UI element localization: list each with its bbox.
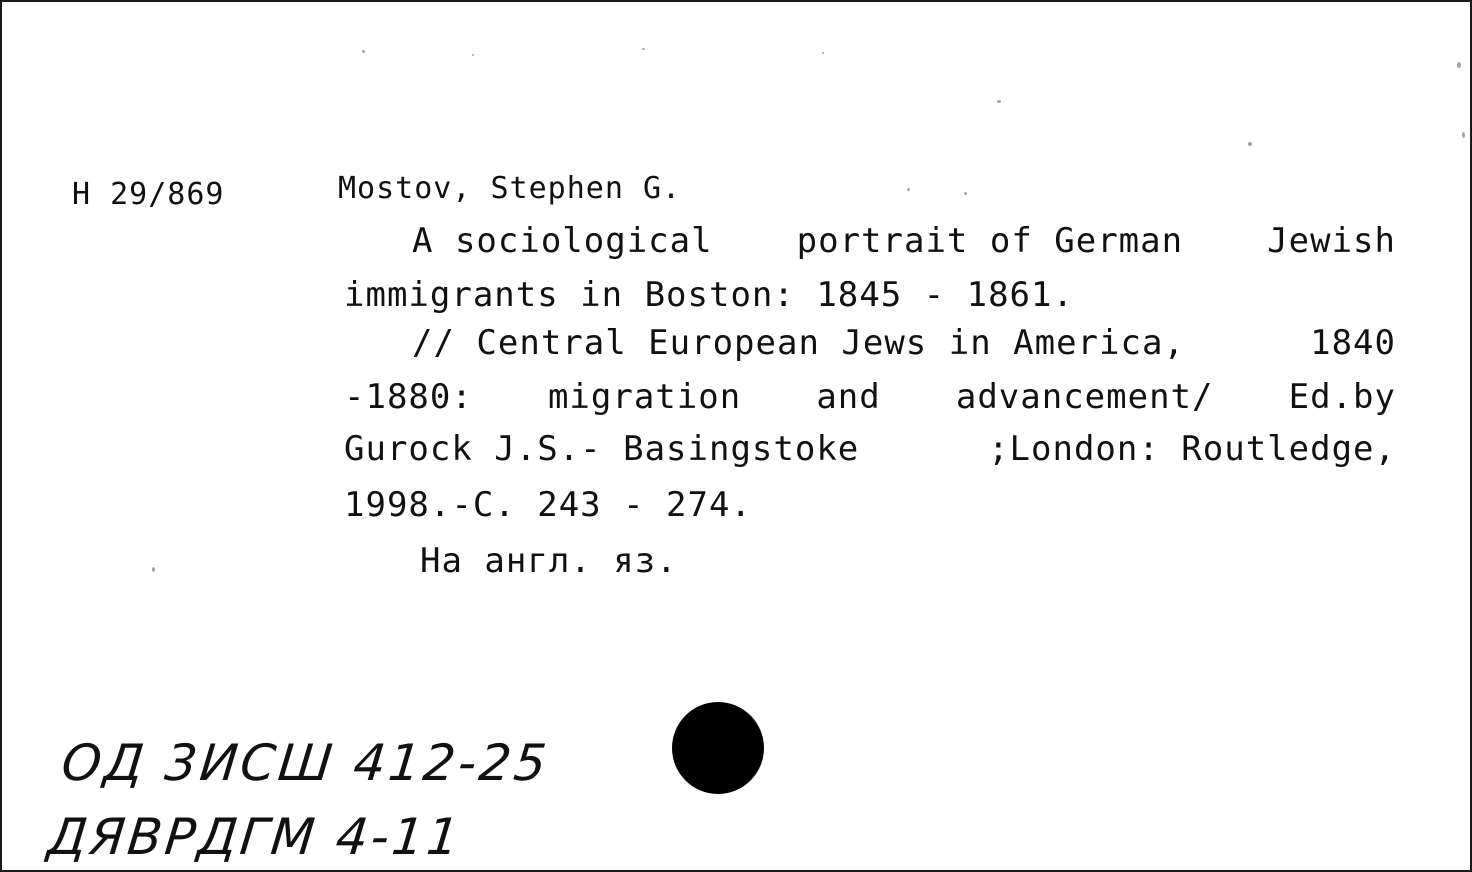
handwritten-mark-2: ДЯВРДГМ 4-11 xyxy=(44,808,465,866)
scan-speck xyxy=(152,567,155,572)
scan-speck xyxy=(822,52,824,54)
source-segment: advancement/ xyxy=(955,377,1214,417)
title-line-1 xyxy=(412,221,1396,261)
source-line-3 xyxy=(344,429,1396,469)
language-note: На англ. яз. xyxy=(420,541,678,581)
source-segment: 1840 xyxy=(1310,323,1396,363)
source-line-1 xyxy=(412,323,1396,363)
handwritten-mark-1: ОД 3ИСШ 412-25 xyxy=(58,734,552,792)
source-segment: Gurock J.S.- Basingstoke xyxy=(344,429,860,469)
source-line-4: 1998.-C. 243 - 274. xyxy=(344,485,752,525)
scan-speck xyxy=(1248,142,1252,146)
title-line-2: immigrants in Boston: 1845 - 1861. xyxy=(344,275,1074,315)
scan-speck xyxy=(1457,62,1461,68)
source-line-2 xyxy=(344,377,1396,417)
source-segment: -1880: xyxy=(344,377,473,417)
source-segment: migration xyxy=(547,377,742,417)
title-segment: A sociological xyxy=(412,221,713,261)
scan-speck xyxy=(642,48,645,50)
scan-speck xyxy=(997,100,1001,103)
title-segment: Jewish xyxy=(1267,221,1396,261)
source-segment: Ed.by xyxy=(1288,377,1396,417)
scan-speck xyxy=(1462,132,1465,138)
punch-hole xyxy=(672,702,764,794)
call-number: H 29/869 xyxy=(72,177,225,212)
source-segment: // Central European Jews in America, xyxy=(412,323,1185,363)
scan-speck xyxy=(907,188,910,191)
source-segment: and xyxy=(816,377,881,417)
scan-speck xyxy=(362,50,365,53)
title-segment: portrait of German xyxy=(796,221,1184,261)
scan-speck xyxy=(964,192,967,195)
scan-speck xyxy=(472,54,474,56)
source-segment: ;London: Routledge, xyxy=(988,429,1396,469)
author-heading: Mostov, Stephen G. xyxy=(338,171,682,206)
